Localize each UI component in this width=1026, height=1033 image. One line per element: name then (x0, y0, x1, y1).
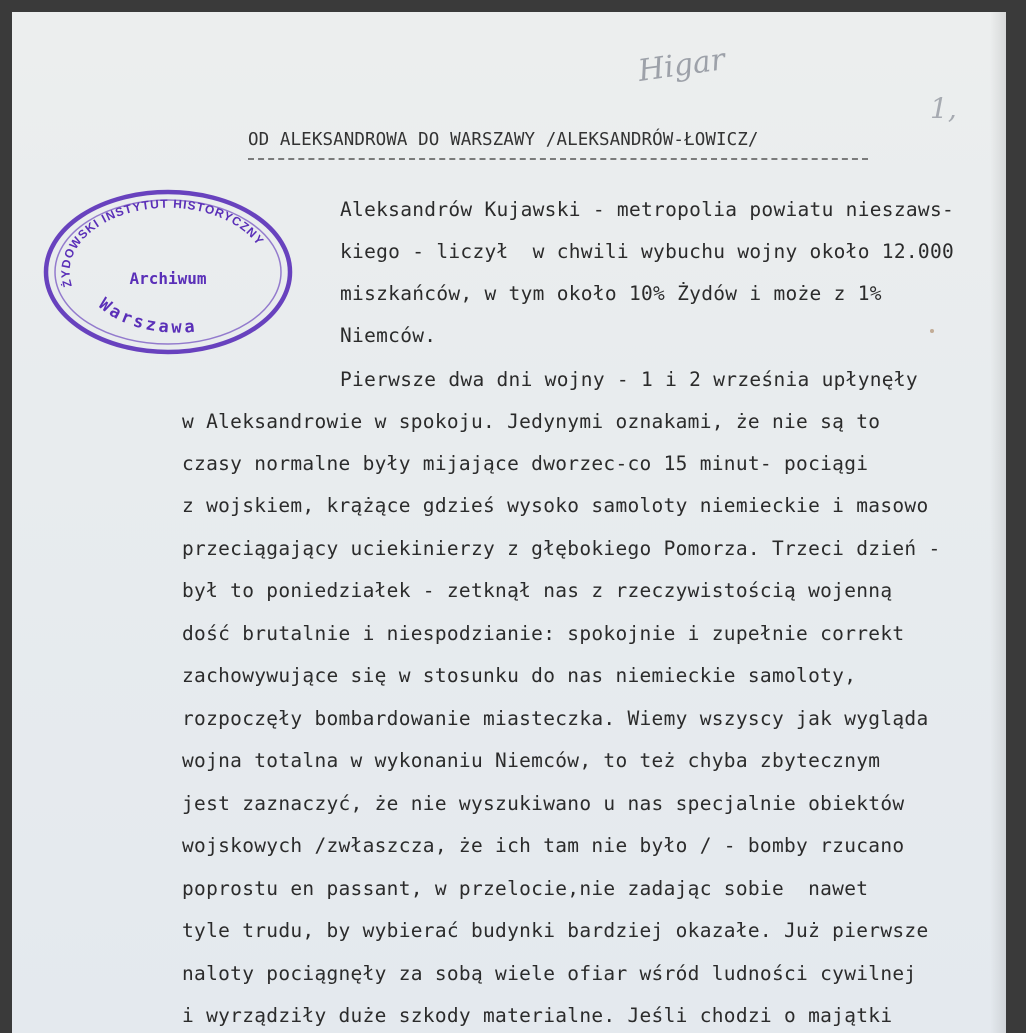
text-line: naloty pociągnęły za sobą wiele ofiar wśród ludności cywilnej (182, 962, 917, 985)
text-line: Pierwsze dwa dni wojny - 1 i 2 września upłynęły (340, 368, 918, 391)
document-title: OD ALEKSANDROWA DO WARSZAWY /ALEKSANDRÓW-ŁOWICZ/ (248, 130, 759, 150)
text-line: Aleksandrów Kujawski - metropolia powiatu nieszaws- (340, 198, 955, 221)
text-line: wojna totalna w wykonaniu Niemców, to też chyba zbytecznym (182, 749, 881, 772)
text-line: poprostu en passant, w przelocie,nie zadając sobie nawet (182, 877, 869, 900)
text-line: czasy normalne były mijające dworzec-co 15 minut- pociągi (182, 452, 869, 475)
stamp-text-top: ŻYDOWSKI INSTYTUT HISTORYCZNY (58, 196, 267, 289)
page-number: 1, (930, 92, 957, 125)
text-line: wojskowych /zwłaszcza, że ich tam nie było / - bomby rzucano (182, 834, 905, 857)
title-underline (248, 158, 868, 160)
document-page (12, 12, 1006, 1033)
stamp-text-middle: Archiwum (129, 269, 207, 288)
archive-stamp (42, 188, 294, 356)
text-line: kiego - liczył w chwili wybuchu wojny około 12.000 (340, 240, 955, 263)
text-line: i wyrządziły duże szkody materialne. Jeśli chodzi o majątki (182, 1004, 893, 1027)
stamp-text-bottom: Warszawa (94, 294, 199, 338)
text-line: jest zaznaczyć, że nie wyszukiwano u nas specjalnie obiektów (182, 792, 905, 815)
text-line: rozpoczęły bombardowanie miasteczka. Wiemy wszyscy jak wygląda (182, 707, 929, 730)
text-line: zachowywujące się w stosunku do nas niemieckie samoloty, (182, 664, 857, 687)
text-line: miszkańców, w tym około 10% Żydów i może z 1% (340, 282, 882, 305)
text-line: w Aleksandrowie w spokoju. Jedynymi oznakami, że nie są to (182, 410, 881, 433)
text-line: przeciągający uciekinierzy z głębokiego Pomorza. Trzeci dzień - (182, 537, 941, 560)
text-line: był to poniedziałek - zetknął nas z rzeczywistością wojenną (182, 579, 893, 602)
text-line: dość brutalnie i niespodzianie: spokojnie i zupełnie correkt (182, 622, 905, 645)
handwritten-annotation: Higar (635, 42, 728, 89)
page-edge-shadow (990, 12, 1006, 1033)
paper-speck (930, 329, 934, 333)
text-line: Niemców. (340, 324, 437, 347)
text-line: z wojskiem, krążące gdzieś wysoko samoloty niemieckie i masowo (182, 494, 929, 517)
text-line: tyle trudu, by wybierać budynki bardziej okazałe. Już pierwsze (182, 919, 929, 942)
